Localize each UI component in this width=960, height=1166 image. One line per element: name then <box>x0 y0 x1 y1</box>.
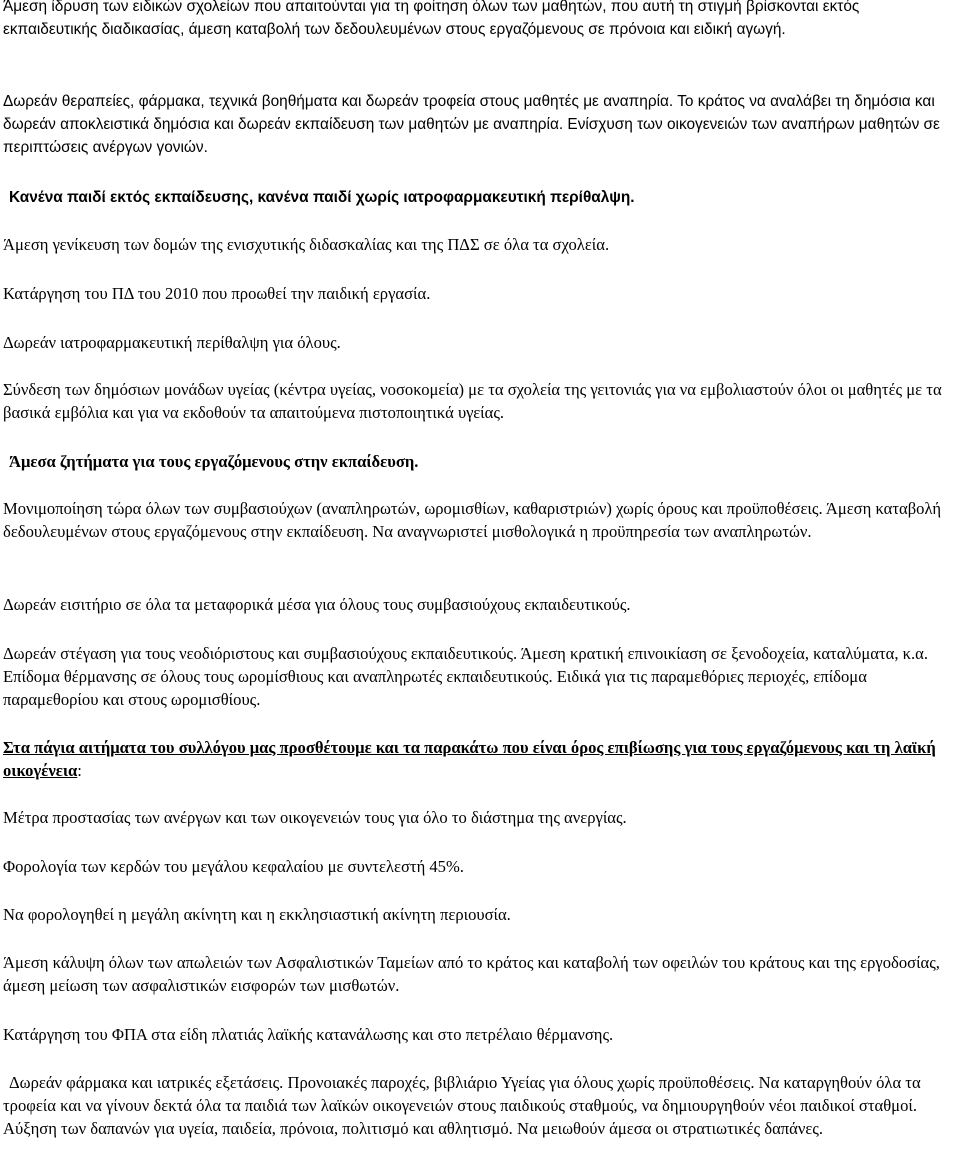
paragraph-remedial-teaching: Άμεση γενίκευση των δομών της ενισχυτικής διδασκαλίας και της ΠΔΣ σε όλα τα σχολεία. <box>3 235 610 254</box>
paragraph-special-schools: Άμεση ίδρυση των ειδικών σχολείων που απαιτούνται για τη φοίτηση όλων των μαθητών, που αυτή τη στιγμή βρίσκονται εκτός εκπαιδευτικής διαδικασίας, άμεση καταβολή των δεδουλευμένων στους εργαζόμενους σε πρόνοια και ειδική αγωγή. <box>3 0 860 38</box>
paragraph-vat-abolition: Κατάργηση του ΦΠΑ στα είδη πλατιάς λαϊκής κατανάλωσης και στο πετρέλαιο θέρμανσης. <box>3 1025 614 1044</box>
paragraph-property-tax: Να φορολογηθεί η μεγάλη ακίνητη και η εκκλησιαστική ακίνητη περιουσία. <box>3 905 511 924</box>
paragraph-free-healthcare: Δωρεάν ιατροφαρμακευτική περίθαλψη για όλους. <box>3 333 341 352</box>
heading-standing-demands-colon: : <box>77 761 82 780</box>
paragraph-child-labour: Κατάργηση του ΠΔ του 2010 που προωθεί την παιδική εργασία. <box>3 284 431 303</box>
heading-education-workers: Άμεσα ζητήματα για τους εργαζόμενους στην εκπαίδευση. <box>9 452 419 471</box>
paragraph-vaccinations: Σύνδεση των δημόσιων μονάδων υγείας (κέντρα υγείας, νοσοκομεία) με τα σχολεία της γειτονιάς για να εμβολιαστούν όλοι οι μαθητές με τα βασικά εμβόλια και για να εκδοθούν τα απαιτούμενα πιστοποιητικά υγείας. <box>3 380 942 422</box>
paragraph-free-medicine: Δωρεάν φάρμακα και ιατρικές εξετάσεις. Προνοιακές παροχές, βιβλιάριο Υγείας για όλους χωρίς προϋποθέσεις. Να καταργηθούν όλα τα τροφεία και να γίνουν δεκτά όλα τα παιδιά των λαϊκών οικογενειών στους παιδικούς σταθμούς, να δημιουργηθούν νέοι παιδικοί σταθμοί. Αύξηση των δαπανών για υγεία, παιδεία, πρόνοια, πολιτισμό και αθλητισμό. Να μειωθούν άμεσα οι στρατιωτικές δαπάνες. <box>3 1073 921 1138</box>
paragraph-free-therapies: Δωρεάν θεραπείες, φάρμακα, τεχνικά βοηθήματα και δωρεάν τροφεία στους μαθητές με αναπηρία. Το κράτος να αναλάβει τη δημόσια και δωρεάν αποκλειστικά δημόσια και δωρεάν εκπαίδευση των μαθητών με αναπηρία. Ενίσχυση των οικογενειών των αναπήρων μαθητών σε περιπτώσεις ανέργων γονιών. <box>3 93 940 156</box>
heading-no-child-left: Κανένα παιδί εκτός εκπαίδευσης, κανένα παιδί χωρίς ιατροφαρμακευτική περίθαλψη. <box>9 189 635 206</box>
heading-standing-demands <box>3 736 955 782</box>
paragraph-insurance-funds: Άμεση κάλυψη όλων των απωλειών των Ασφαλιστικών Ταμείων από το κράτος και καταβολή των οφειλών του κράτους και της εργοδοσίας, άμεση μείωση των ασφαλιστικών εισφορών των μισθωτών. <box>3 953 940 995</box>
paragraph-unemployed-protection: Μέτρα προστασίας των ανέργων και των οικογενειών τους για όλο το διάστημα της ανεργίας. <box>3 808 627 827</box>
paragraph-free-housing: Δωρεάν στέγαση για τους νεοδιόριστους και συμβασιούχους εκπαιδευτικούς. Άμεση κρατική επινοικίαση σε ξενοδοχεία, καταλύματα, κ.α. Επίδομα θέρμανσης σε όλους τους ωρομίσθιους και αναπληρωτές εκπαιδευτικούς. Ειδικά για τις παραμεθόριες περιοχές, επίδομα παραμεθορίου και στους ωρομισθίους. <box>3 644 928 709</box>
heading-standing-demands-text: Στα πάγια αιτήματα του συλλόγου μας προσθέτουμε και τα παρακάτω που είναι όρος επιβίωσης για τους εργαζόμενους και τη λαϊκή οικογένεια <box>3 738 936 780</box>
paragraph-permanent-staff: Μονιμοποίηση τώρα όλων των συμβασιούχων (αναπληρωτών, ωρομισθίων, καθαριστριών) χωρίς όρους και προϋποθέσεις. Άμεση καταβολή δεδουλευμένων στους εργαζόμενους στην εκπαίδευση. Να αναγνωριστεί μισθολογικά η προϋπηρεσία των αναπληρωτών. <box>3 499 942 541</box>
paragraph-capital-tax: Φορολογία των κερδών του μεγάλου κεφαλαίου με συντελεστή 45%. <box>3 857 464 876</box>
paragraph-free-transport: Δωρεάν εισιτήριο σε όλα τα μεταφορικά μέσα για όλους τους συμβασιούχους εκπαιδευτικούς. <box>3 595 631 614</box>
